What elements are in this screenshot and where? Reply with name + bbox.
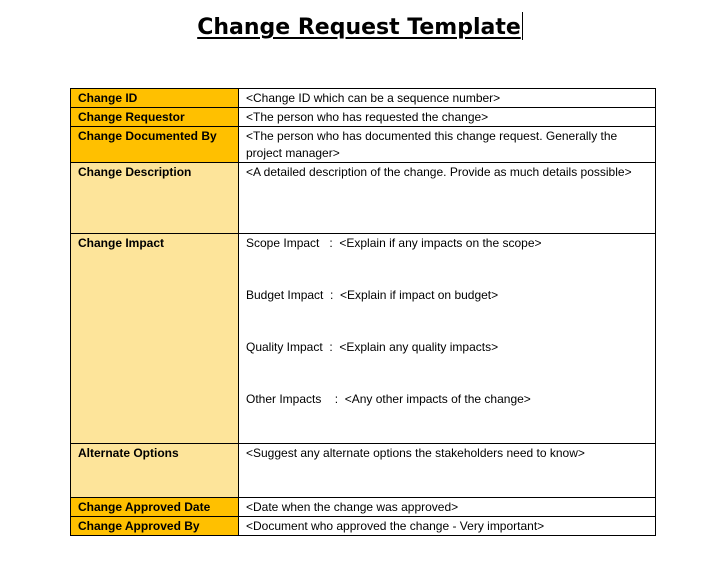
quality-impact-line: Quality Impact : <Explain any quality impacts> [246, 340, 499, 354]
change-request-table [70, 88, 656, 536]
row-change-requestor [71, 108, 656, 127]
row-alternate-options [71, 444, 656, 498]
value-change-description[interactable]: <A detailed description of the change. Provide as much details possible> [239, 163, 656, 234]
label-alternate-options: Alternate Options [71, 444, 239, 498]
value-alternate-options[interactable]: <Suggest any alternate options the stakeholders need to know> [239, 444, 656, 498]
document-title [0, 12, 720, 43]
value-change-approved-date[interactable]: <Date when the change was approved> [239, 498, 656, 517]
value-change-approved-by[interactable]: <Document who approved the change - Very important> [239, 517, 656, 536]
label-change-impact: Change Impact [71, 234, 239, 444]
row-change-approved-by [71, 517, 656, 536]
label-change-approved-date: Change Approved Date [71, 498, 239, 517]
value-change-requestor[interactable]: <The person who has requested the change> [239, 108, 656, 127]
label-change-documented-by: Change Documented By [71, 127, 239, 163]
title-text: Change Request Template [197, 15, 521, 40]
text-cursor [522, 12, 523, 40]
row-change-id [71, 89, 656, 108]
other-impacts-line: Other Impacts : <Any other impacts of the change> [246, 392, 531, 406]
label-change-requestor: Change Requestor [71, 108, 239, 127]
scope-impact-line: Scope Impact : <Explain if any impacts on the scope> [246, 236, 542, 250]
row-change-approved-date [71, 498, 656, 517]
label-change-description: Change Description [71, 163, 239, 234]
row-change-description [71, 163, 656, 234]
value-change-impact[interactable] [239, 234, 656, 444]
label-change-id: Change ID [71, 89, 239, 108]
value-change-documented-by[interactable]: <The person who has documented this change request. Generally the project manager> [239, 127, 656, 163]
budget-impact-line: Budget Impact : <Explain if impact on budget> [246, 288, 499, 302]
label-change-approved-by: Change Approved By [71, 517, 239, 536]
value-change-id[interactable]: <Change ID which can be a sequence number> [239, 89, 656, 108]
row-change-documented-by [71, 127, 656, 163]
row-change-impact [71, 234, 656, 444]
